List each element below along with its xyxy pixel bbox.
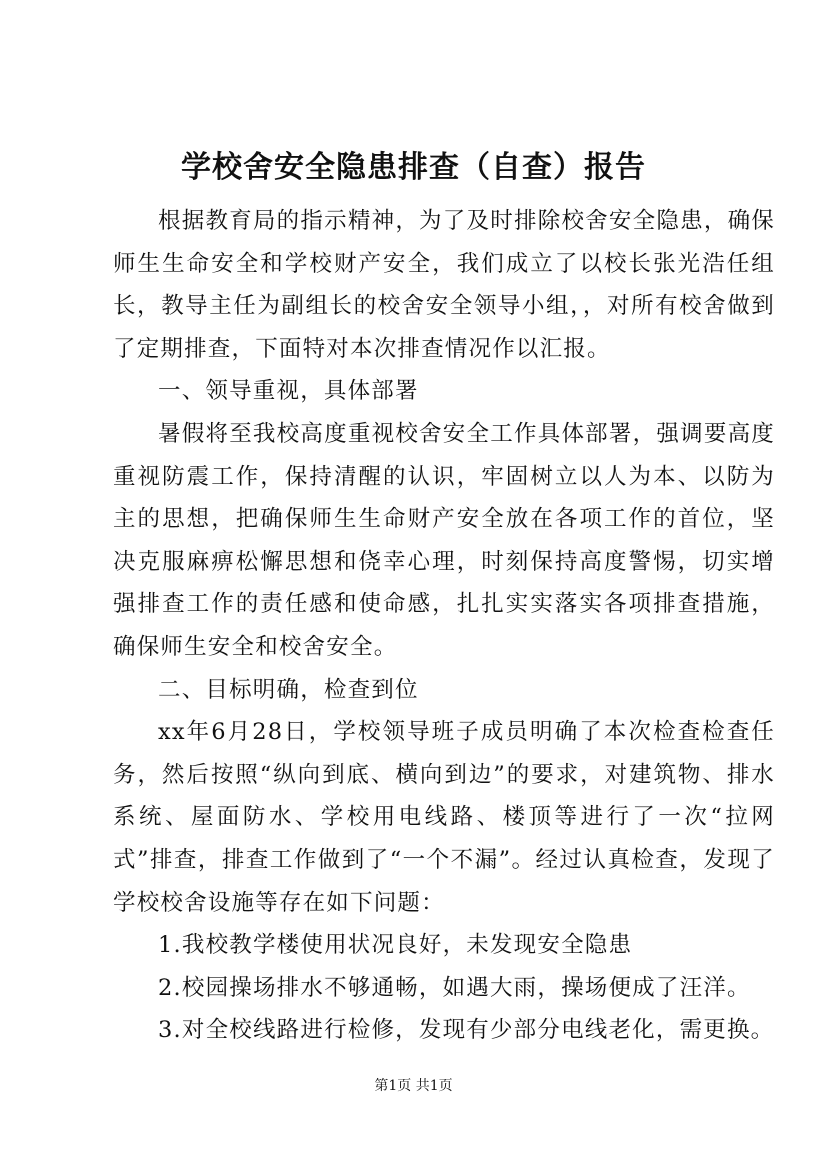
issue-item-1: 1.我校教学楼使用状况良好，未发现安全隐患 [158,932,633,959]
section-2-paragraph: xx年6月28日，学校领导班子成员明确了本次检查检查任务，然后按照“纵向到底、横向到边”的要求，对建筑物、排水系统、屋面防水、学校用电线路、楼顶等进行了一次“拉网式”排查，排查工作做到了“一个不漏”。经过认真检查，发现了学校校舍设施等存在如下问题： [113,719,775,916]
document-title: 学校舍安全隐患排查（自查）报告 [181,150,646,185]
document-body [113,200,775,1052]
section-1-paragraph: 暑假将至我校高度重视校舍安全工作具体部署，强调要高度重视防震工作，保持清醒的认识，牢固树立以人为本、以防为主的思想，把确保师生生命财产安全放在各项工作的首位，坚决克服麻痹松懈思想和侥幸心理，时刻保持高度警惕，切实增强排查工作的责任感和使命感，扎扎实实落实各项排查措施，确保师生安全和校舍安全。 [113,420,775,660]
page-footer: 第1页 共1页 [374,1078,453,1094]
section-heading-2: 二、目标明确，检查到位 [158,676,419,703]
section-heading-1: 一、领导重视，具体部署 [158,378,419,405]
issue-item-3: 3.对全校线路进行检修，发现有少部分电线老化，需更换。 [158,1017,775,1044]
intro-paragraph: 根据教育局的指示精神，为了及时排除校舍安全隐患，确保师生生命安全和学校财产安全，我们成立了以校长张光浩任组长，教导主任为副组长的校舍安全领导小组，，对所有校舍做到了定期排查，下面特对本次排查情况作以汇报。 [113,208,775,362]
issue-item-2: 2.校园操场排水不够通畅，如遇大雨，操场便成了汪洋。 [158,974,751,1001]
